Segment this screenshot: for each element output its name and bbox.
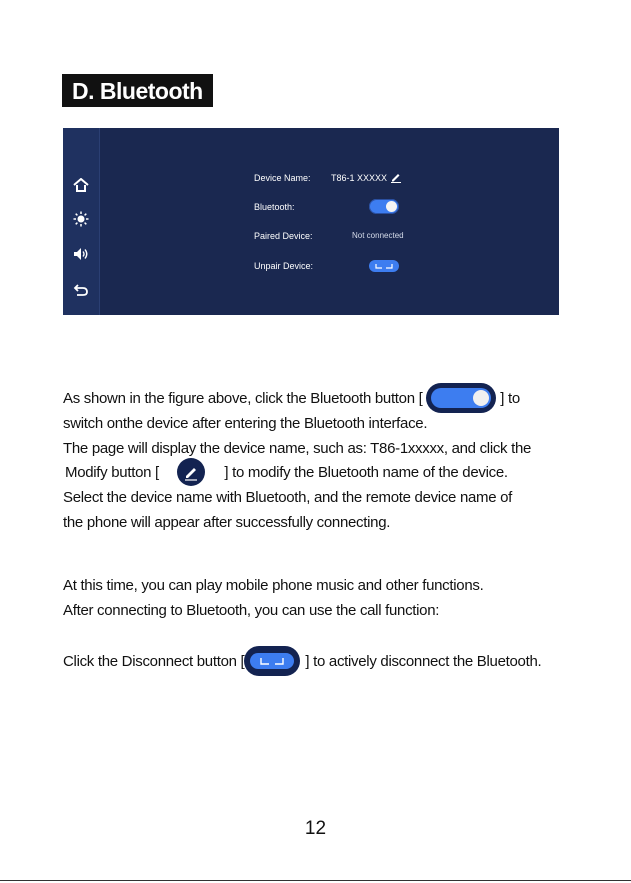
home-icon[interactable] <box>72 176 90 194</box>
unpair-button[interactable] <box>369 260 399 272</box>
line4-text-a: Modify button [ <box>65 464 159 481</box>
edit-icon[interactable] <box>390 171 402 185</box>
section-heading: D. Bluetooth <box>62 74 213 107</box>
line1-text-b: ] to <box>500 390 520 407</box>
line1-text-a: As shown in the figure above, click the Bluetooth button [ <box>63 390 423 407</box>
page-number: 12 <box>304 818 327 839</box>
side-rail <box>63 128 100 315</box>
back-icon[interactable] <box>72 281 90 299</box>
paragraph-line-4 <box>65 460 508 485</box>
footer-rule <box>0 880 631 881</box>
paired-device-value: Not connected <box>352 231 404 240</box>
disconnect-icon <box>375 263 393 269</box>
paragraph-line-9 <box>63 649 541 674</box>
paired-device-row <box>254 228 559 244</box>
line4-text-b: ] to modify the Bluetooth name of the device. <box>224 464 508 481</box>
edit-icon-illustration <box>177 458 205 486</box>
paragraph-line-6: the phone will appear after successfully connecting. <box>63 514 391 531</box>
unpair-device-row <box>254 258 559 274</box>
bluetooth-toggle-illustration <box>426 383 496 413</box>
volume-icon[interactable] <box>72 245 90 263</box>
paragraph-line-1 <box>63 386 520 411</box>
toggle-knob <box>386 201 397 212</box>
paired-device-label: Paired Device: <box>254 231 313 241</box>
paragraph-line-3: The page will display the device name, such as: T86-1xxxxx, and click the <box>63 440 532 457</box>
paragraph-line-7: At this time, you can play mobile phone music and other functions. <box>63 577 484 594</box>
bluetooth-toggle[interactable] <box>369 199 399 214</box>
unpair-device-label: Unpair Device: <box>254 261 314 271</box>
line9-text-b: ] to actively disconnect the Bluetooth. <box>305 653 542 670</box>
brightness-icon[interactable] <box>72 210 90 228</box>
paragraph-line-8: After connecting to Bluetooth, you can use the call function: <box>63 602 440 619</box>
device-name-value: T86-1 XXXXX <box>331 173 388 183</box>
disconnect-button-illustration <box>244 646 300 676</box>
settings-panel <box>99 128 559 315</box>
paragraph-line-2: switch onthe device after entering the Bluetooth interface. <box>63 415 428 432</box>
device-name-label: Device Name: <box>254 173 311 183</box>
device-name-row <box>254 170 559 186</box>
bluetooth-label: Bluetooth: <box>254 202 295 212</box>
line9-text-a: Click the Disconnect button [ <box>63 653 245 670</box>
bluetooth-row <box>254 199 559 215</box>
bluetooth-settings-screen <box>63 128 559 315</box>
paragraph-line-5: Select the device name with Bluetooth, and the remote device name of <box>63 489 513 506</box>
